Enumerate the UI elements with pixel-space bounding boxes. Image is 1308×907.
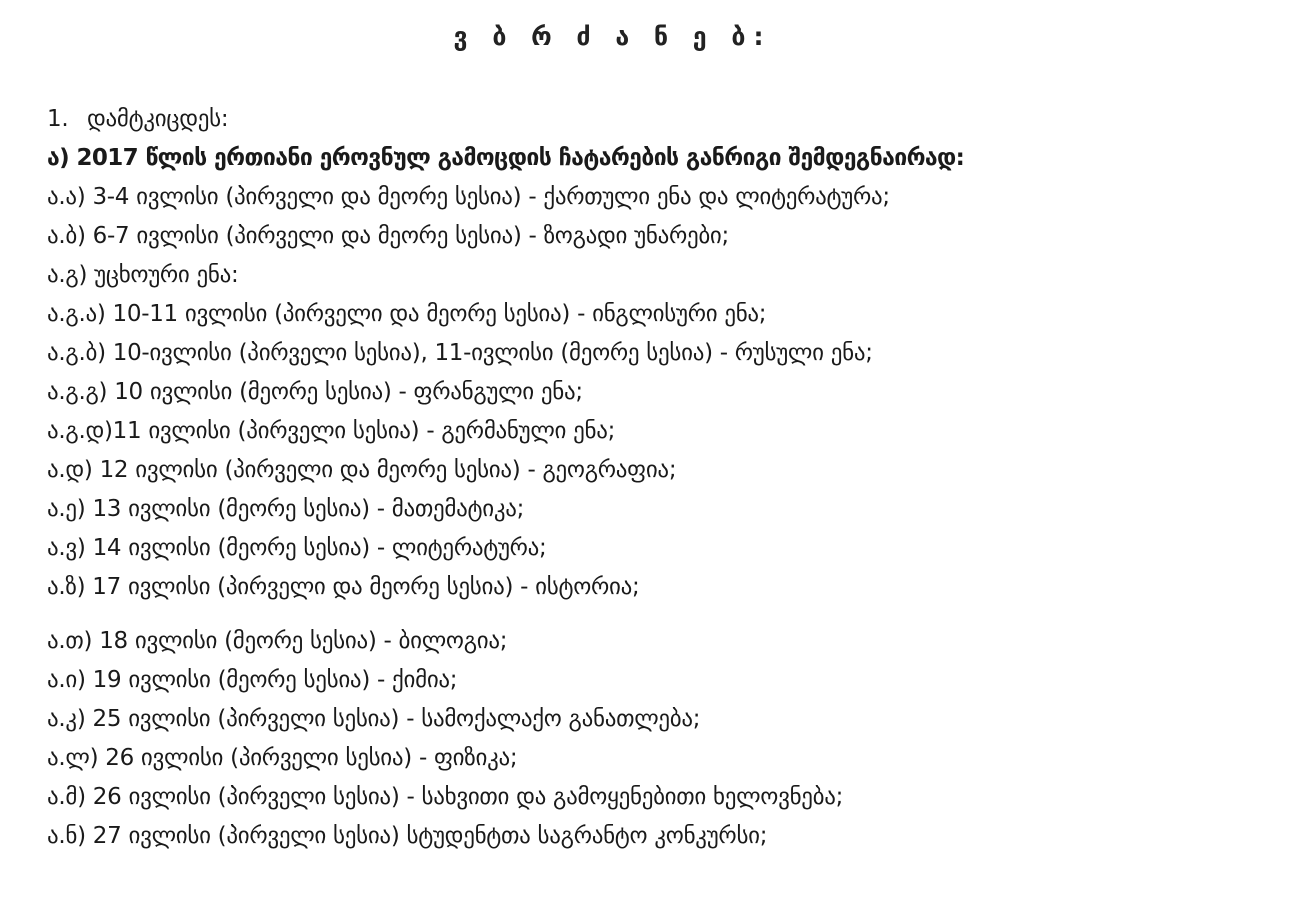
order-list: [47, 100, 1267, 856]
list-item: ა.ნ) 27 ივლისი (პირველი სესია) სტუდენტთა საგრანტო კონკურსი;: [47, 823, 768, 849]
list-item: ა.გ.დ)11 ივლისი (პირველი სესია) - გერმანული ენა;: [47, 418, 616, 444]
list-item: ა.ვ) 14 ივლისი (მეორე სესია) - ლიტერატურა;: [47, 535, 547, 561]
list-item: ა.ა) 3-4 ივლისი (პირველი და მეორე სესია) - ქართული ენა და ლიტერატურა;: [47, 184, 890, 210]
list-item: ა.გ.ბ) 10-ივლისი (პირველი სესია), 11-ივლისი (მეორე სესია) - რუსული ენა;: [47, 340, 873, 366]
item-text: დამტკიცდეს:: [87, 106, 229, 132]
list-item: ა.ი) 19 ივლისი (მეორე სესია) - ქიმია;: [47, 667, 458, 693]
schedule-heading-line: ა) 2017 წლის ერთიანი ეროვნულ გამოცდის ჩატარების განრიგი შემდეგნაირად:: [47, 145, 965, 171]
list-item: ა.გ.ა) 10-11 ივლისი (პირველი და მეორე სესია) - ინგლისური ენა;: [47, 301, 767, 327]
item-1-line: [47, 100, 1267, 139]
list-item: ა.ლ) 26 ივლისი (პირველი სესია) - ფიზიკა;: [47, 745, 518, 771]
document-heading: ვ ბ რ ძ ა ნ ე ბ:: [453, 22, 772, 51]
list-item: ა.გ) უცხოური ენა:: [47, 262, 239, 288]
list-item: ა.ზ) 17 ივლისი (პირველი და მეორე სესია) - ისტორია;: [47, 574, 640, 600]
list-item: ა.დ) 12 ივლისი (პირველი და მეორე სესია) - გეოგრაფია;: [47, 457, 677, 483]
list-item: ა.ბ) 6-7 ივლისი (პირველი და მეორე სესია) - ზოგადი უნარები;: [47, 223, 729, 249]
list-item: ა.ე) 13 ივლისი (მეორე სესია) - მათემატიკა;: [47, 496, 525, 522]
list-item: ა.გ.გ) 10 ივლისი (მეორე სესია) - ფრანგული ენა;: [47, 379, 583, 405]
item-number: 1.: [47, 106, 69, 132]
list-item: ა.თ) 18 ივლისი (მეორე სესია) - ბილოგია;: [47, 628, 508, 654]
list-item: ა.მ) 26 ივლისი (პირველი სესია) - სახვითი და გამოყენებითი ხელოვნება;: [47, 784, 844, 810]
list-item: ა.კ) 25 ივლისი (პირველი სესია) - სამოქალაქო განათლება;: [47, 706, 701, 732]
